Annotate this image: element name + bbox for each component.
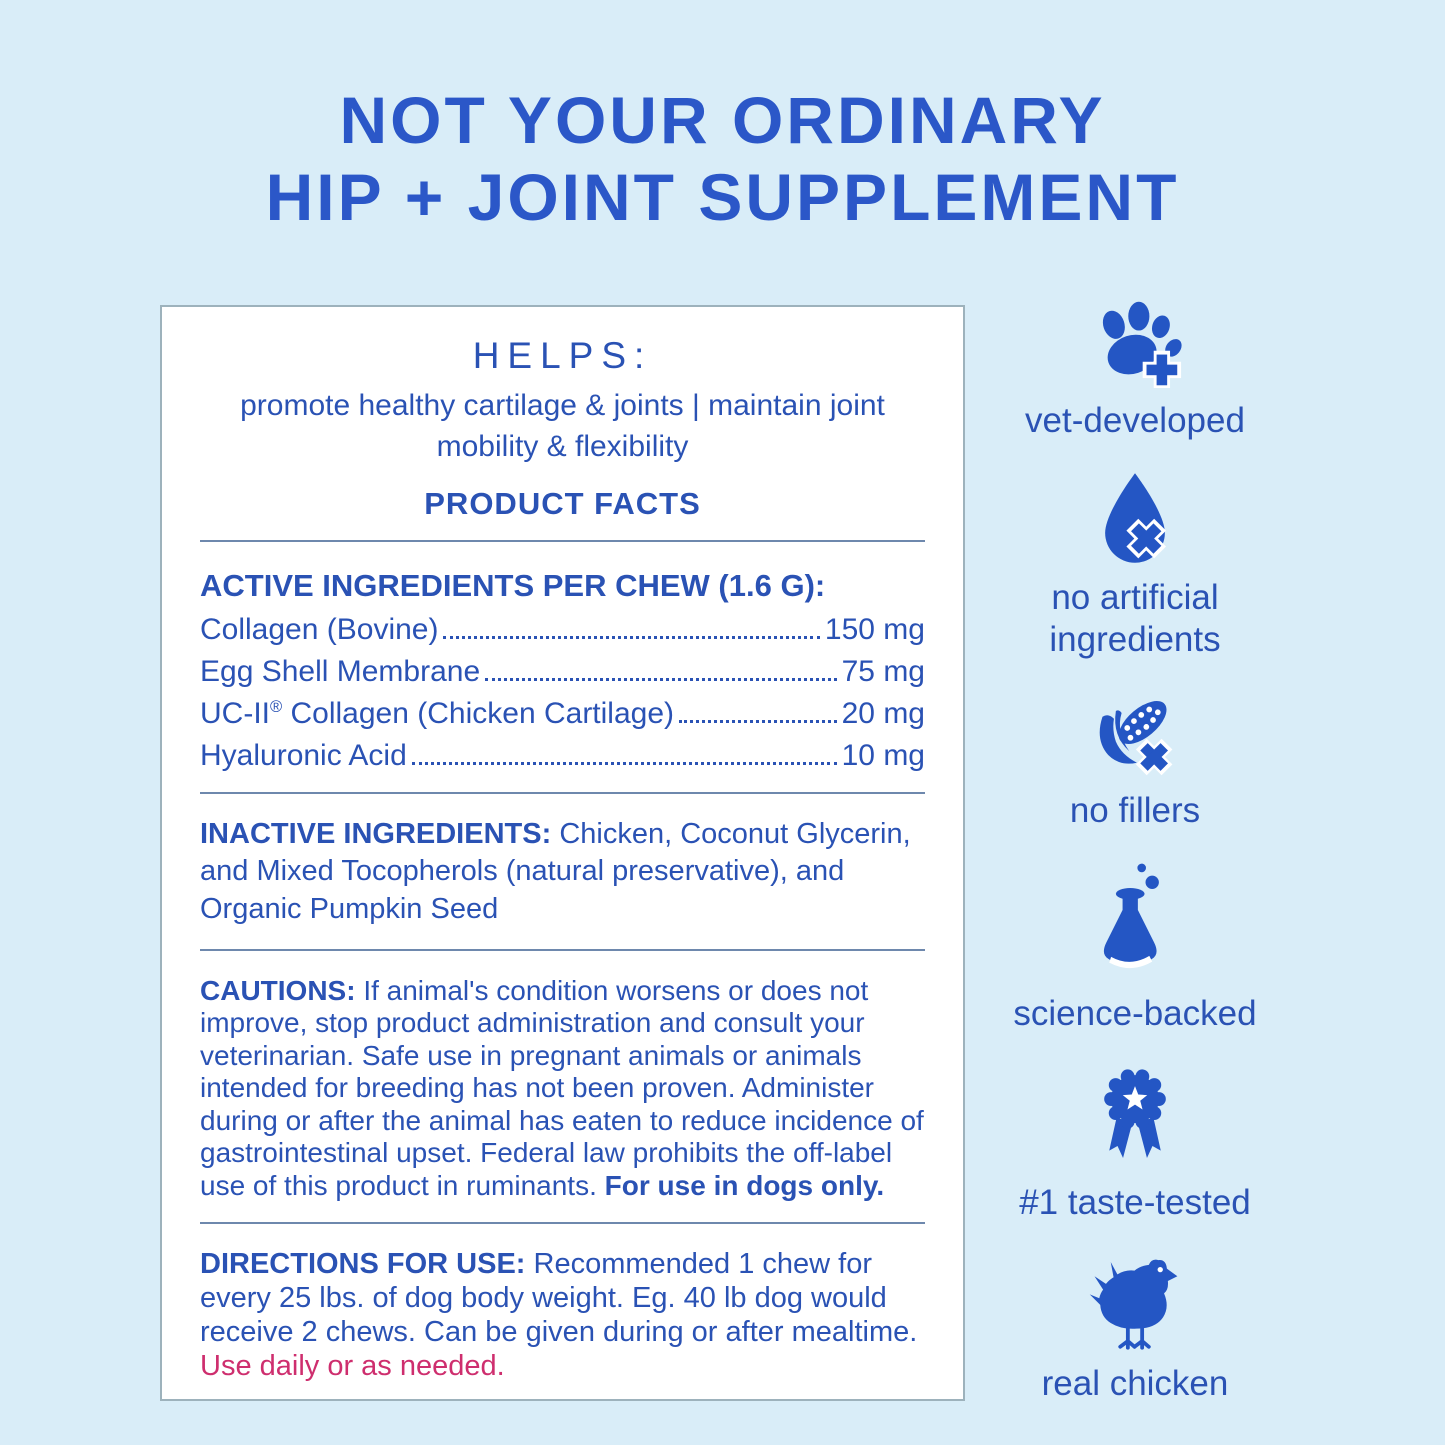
ingredient-name: UC-II® Collagen (Chicken Cartilage) (200, 696, 675, 730)
cautions (200, 975, 925, 1202)
title-line-1: NOT YOUR ORDINARY (339, 83, 1106, 157)
ingredient-amount: 10 mg (841, 738, 925, 772)
cautions-text: If animal's condition worsens or does not improve, stop product administration and consult your veterinarian. Safe use in pregnant animals or animals intended for breeding has not been proven. Administer during or after the animal has eaten to reduce incidence of gastrointestinal upset. Federal law prohibits the off-label use of this product in ruminants. (200, 974, 924, 1201)
directions-pink-tail: Use daily or as needed. (200, 1349, 505, 1382)
registered-trademark: ® (270, 697, 283, 716)
benefit-vet-developed (1025, 300, 1245, 442)
benefit-label: vet-developed (1025, 401, 1245, 440)
benefit-label: real chicken (1041, 1364, 1229, 1403)
benefit-no-fillers (1070, 690, 1200, 832)
page-title (0, 82, 1445, 236)
benefit-label: no artificial ingredients (1049, 578, 1221, 659)
dot-leader (443, 636, 819, 639)
ingredient-name: Collagen (Bovine) (200, 612, 439, 646)
ingredient-amount: 150 mg (824, 612, 925, 646)
active-ingredients-heading: ACTIVE INGREDIENTS PER CHEW (1.6 G): (200, 567, 826, 603)
flask-icon (1092, 861, 1178, 981)
ingredient-amount: 20 mg (841, 696, 925, 730)
benefit-label: no fillers (1069, 791, 1201, 830)
ingredient-name: Hyaluronic Acid (200, 738, 407, 772)
directions-heading: DIRECTIONS FOR USE: (200, 1248, 526, 1281)
product-facts-heading: PRODUCT FACTS (424, 485, 701, 521)
divider (200, 792, 925, 794)
benefit-no-artificial-ingredients (970, 471, 1300, 661)
dot-leader (412, 762, 837, 765)
ingredient-row (200, 613, 925, 646)
benefit-science-backed (1013, 861, 1256, 1035)
ingredient-amount: 75 mg (841, 654, 925, 688)
dot-leader (679, 720, 837, 723)
divider (200, 540, 925, 542)
benefits-column (945, 300, 1325, 1405)
corn-x-icon (1087, 690, 1183, 778)
benefit-label: #1 taste-tested (1019, 1183, 1251, 1222)
directions-for-use (200, 1248, 925, 1384)
ingredient-name: Egg Shell Membrane (200, 654, 481, 688)
inactive-ingredients (200, 816, 925, 929)
benefit-taste-tested (1019, 1064, 1251, 1224)
chicken-icon (1085, 1253, 1185, 1351)
ingredient-row (200, 739, 925, 772)
ingredient-row (200, 655, 925, 688)
inactive-ingredients-text: Chicken, Coconut Glycerin, and Mixed Tocopherols (natural preservative), and Organic Pumpkin Seed (200, 817, 911, 926)
droplet-x-icon (1093, 471, 1177, 565)
dot-leader (485, 678, 836, 681)
title-line-2: HIP + JOINT SUPPLEMENT (265, 160, 1180, 234)
paw-plus-icon (1087, 300, 1183, 388)
helps-text: promote healthy cartilage & joints | maintain joint mobility & flexibility (240, 389, 885, 464)
directions-text: Recommended 1 chew for every 25 lbs. of dog body weight. Eg. 40 lb dog would receive 2 chews. Can be given during or after mealtime. (200, 1248, 918, 1348)
cautions-heading: CAUTIONS: (200, 974, 356, 1006)
award-ribbon-icon (1089, 1064, 1181, 1170)
benefit-label: science-backed (1013, 994, 1257, 1033)
inactive-ingredients-heading: INACTIVE INGREDIENTS: (200, 817, 552, 850)
helps-heading: HELPS: (472, 335, 653, 376)
divider (200, 949, 925, 951)
ingredient-row (200, 697, 925, 730)
product-facts-card (160, 305, 965, 1401)
cautions-bold-tail: For use in dogs only. (604, 1169, 885, 1201)
divider (200, 1222, 925, 1224)
benefit-real-chicken (1042, 1253, 1229, 1405)
